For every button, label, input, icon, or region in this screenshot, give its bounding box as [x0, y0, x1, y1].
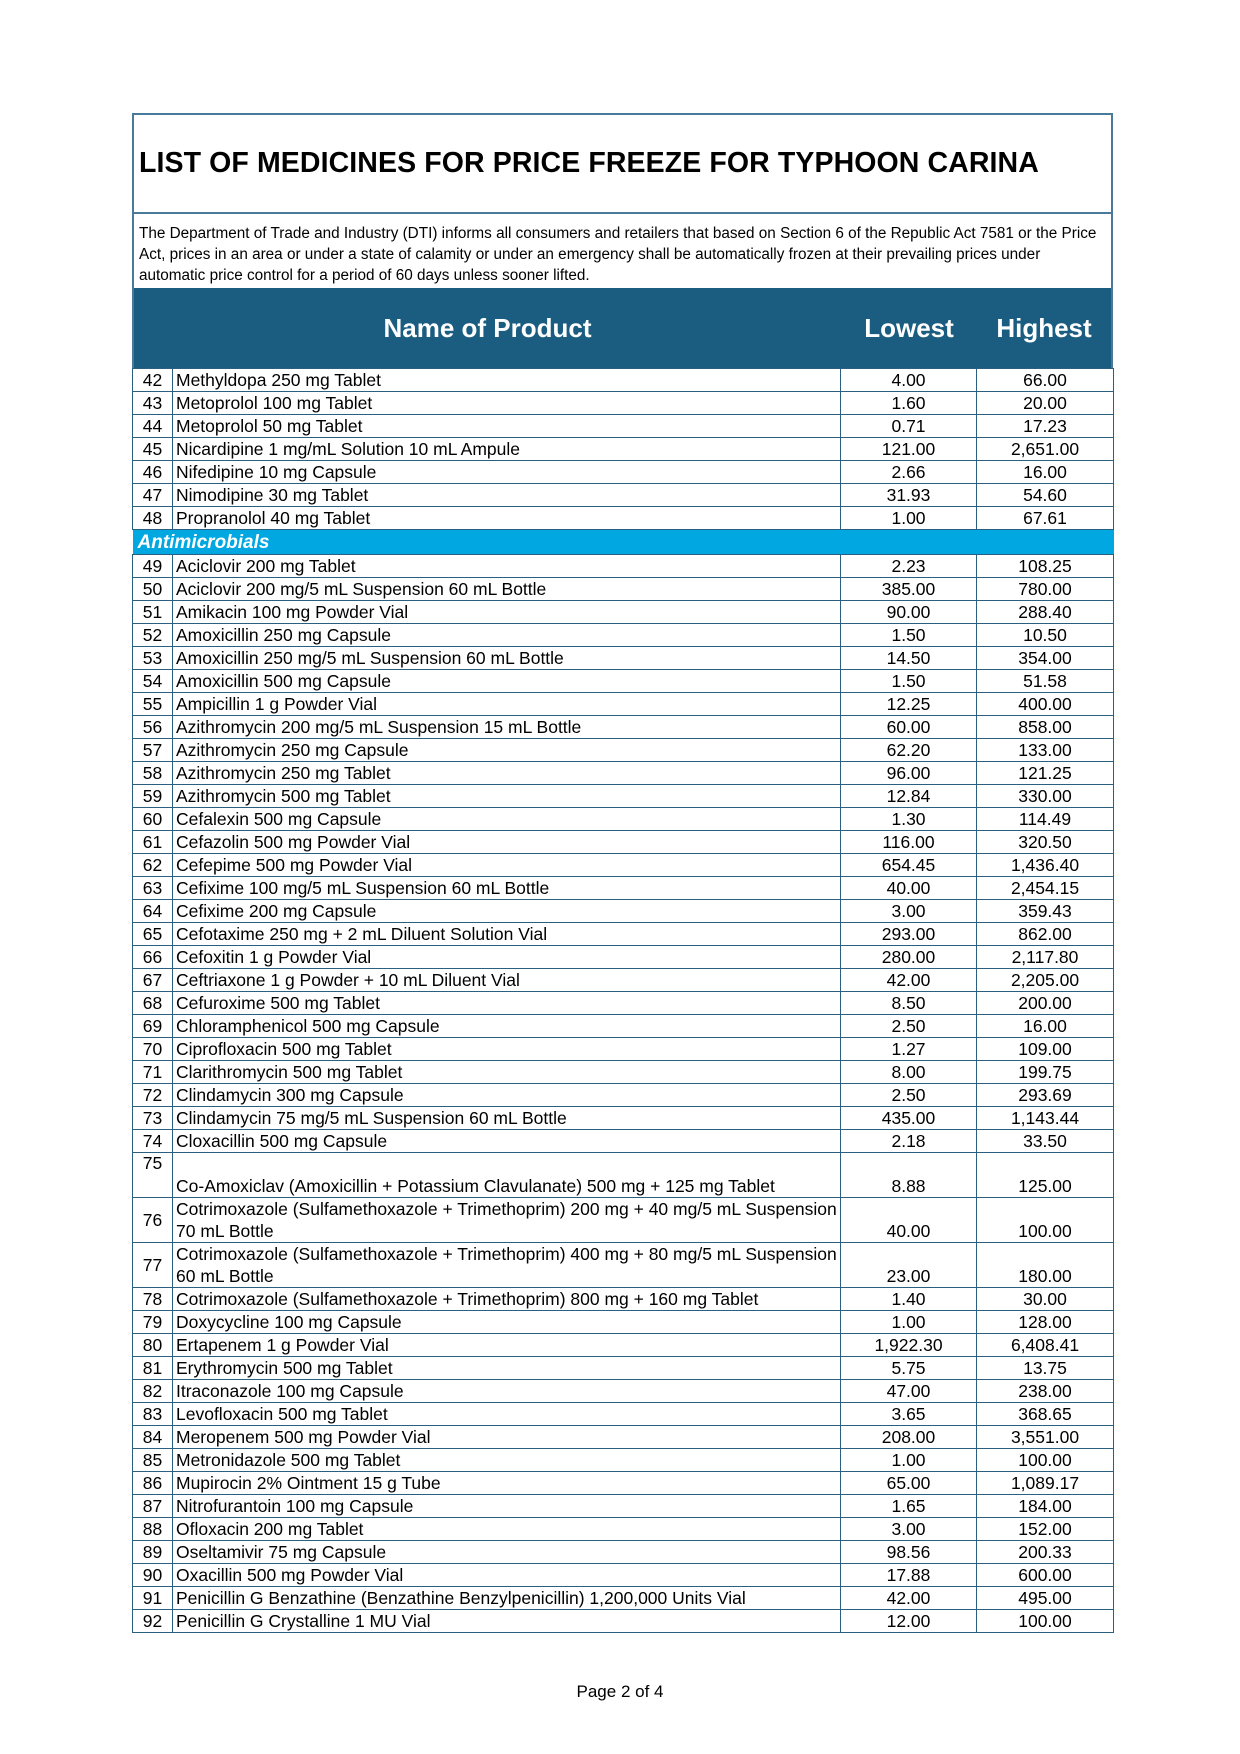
lowest-price: 2.66 [841, 461, 977, 484]
table-row [133, 693, 1114, 716]
document-title: LIST OF MEDICINES FOR PRICE FREEZE FOR TYPHOON CARINA [139, 147, 1039, 179]
table-row [133, 808, 1114, 831]
lowest-price: 280.00 [841, 946, 977, 969]
table-row [133, 415, 1114, 438]
product-name: Mupirocin 2% Ointment 15 g Tube [173, 1472, 841, 1495]
product-name: Cotrimoxazole (Sulfamethoxazole + Trimethoprim) 400 mg + 80 mg/5 mL Suspension 60 mL Bottle [173, 1243, 841, 1288]
highest-price: 33.50 [977, 1130, 1114, 1153]
product-name: Nifedipine 10 mg Capsule [173, 461, 841, 484]
lowest-price: 1.50 [841, 670, 977, 693]
row-number: 68 [133, 992, 173, 1015]
table-row [133, 461, 1114, 484]
product-name: Cefixime 200 mg Capsule [173, 900, 841, 923]
table-row [133, 1015, 1114, 1038]
highest-price: 30.00 [977, 1288, 1114, 1311]
highest-price: 100.00 [977, 1198, 1114, 1243]
highest-price: 10.50 [977, 624, 1114, 647]
highest-price: 2,651.00 [977, 438, 1114, 461]
row-number: 57 [133, 739, 173, 762]
row-number: 76 [133, 1198, 173, 1243]
lowest-price: 1.27 [841, 1038, 977, 1061]
lowest-price: 385.00 [841, 578, 977, 601]
highest-price: 128.00 [977, 1311, 1114, 1334]
intro-paragraph: The Department of Trade and Industry (DTI) informs all consumers and retailers that based on Section 6 of the Republic Act 7581 or the Price Act, prices in an area or under a state of calamity or under an emergency shall be automatically frozen at their prevailing prices under automatic price control for a period of 60 days unless sooner lifted. [139, 225, 1097, 284]
highest-price: 400.00 [977, 693, 1114, 716]
highest-price: 133.00 [977, 739, 1114, 762]
lowest-price: 42.00 [841, 1587, 977, 1610]
table-row [133, 1518, 1114, 1541]
table-row [133, 1587, 1114, 1610]
highest-price: 121.25 [977, 762, 1114, 785]
product-name: Ofloxacin 200 mg Tablet [173, 1518, 841, 1541]
lowest-price: 14.50 [841, 647, 977, 670]
table-row [133, 1038, 1114, 1061]
product-name: Clindamycin 75 mg/5 mL Suspension 60 mL Bottle [173, 1107, 841, 1130]
highest-price: 67.61 [977, 507, 1114, 530]
product-name: Amoxicillin 250 mg Capsule [173, 624, 841, 647]
highest-price: 862.00 [977, 923, 1114, 946]
lowest-price: 3.65 [841, 1403, 977, 1426]
row-number: 75 [133, 1153, 173, 1198]
table-row [133, 1153, 1114, 1198]
lowest-price: 435.00 [841, 1107, 977, 1130]
product-name: Cefoxitin 1 g Powder Vial [173, 946, 841, 969]
row-number: 67 [133, 969, 173, 992]
lowest-price: 40.00 [841, 1198, 977, 1243]
table-row [133, 670, 1114, 693]
highest-price: 109.00 [977, 1038, 1114, 1061]
table-row [133, 716, 1114, 739]
highest-price: 16.00 [977, 461, 1114, 484]
lowest-price: 1.50 [841, 624, 977, 647]
highest-price: 1,143.44 [977, 1107, 1114, 1130]
highest-price: 184.00 [977, 1495, 1114, 1518]
row-number: 88 [133, 1518, 173, 1541]
row-number: 73 [133, 1107, 173, 1130]
lowest-price: 1.00 [841, 1311, 977, 1334]
lowest-price: 1.00 [841, 507, 977, 530]
highest-price: 2,205.00 [977, 969, 1114, 992]
table-row [133, 369, 1114, 392]
highest-price: 180.00 [977, 1243, 1114, 1288]
table-row [133, 1198, 1114, 1243]
highest-price: 320.50 [977, 831, 1114, 854]
row-number: 85 [133, 1449, 173, 1472]
highest-price: 199.75 [977, 1061, 1114, 1084]
product-name: Cefixime 100 mg/5 mL Suspension 60 mL Bottle [173, 877, 841, 900]
lowest-price: 8.50 [841, 992, 977, 1015]
highest-price: 330.00 [977, 785, 1114, 808]
product-name: Methyldopa 250 mg Tablet [173, 369, 841, 392]
table-row [133, 1357, 1114, 1380]
row-number: 84 [133, 1426, 173, 1449]
product-name: Amoxicillin 500 mg Capsule [173, 670, 841, 693]
title-box [134, 115, 1111, 214]
highest-price: 1,436.40 [977, 854, 1114, 877]
highest-price: 2,454.15 [977, 877, 1114, 900]
row-number: 83 [133, 1403, 173, 1426]
price-table [132, 368, 1114, 1633]
lowest-price: 98.56 [841, 1541, 977, 1564]
highest-price: 66.00 [977, 369, 1114, 392]
row-number: 92 [133, 1610, 173, 1633]
highest-price: 100.00 [977, 1449, 1114, 1472]
product-name: Cloxacillin 500 mg Capsule [173, 1130, 841, 1153]
table-row [133, 900, 1114, 923]
column-header-name: Name of Product [383, 312, 592, 343]
row-number: 61 [133, 831, 173, 854]
lowest-price: 17.88 [841, 1564, 977, 1587]
row-number: 91 [133, 1587, 173, 1610]
highest-price: 51.58 [977, 670, 1114, 693]
row-number: 72 [133, 1084, 173, 1107]
lowest-price: 31.93 [841, 484, 977, 507]
row-number: 90 [133, 1564, 173, 1587]
highest-price: 1,089.17 [977, 1472, 1114, 1495]
row-number: 77 [133, 1243, 173, 1288]
product-name: Cefazolin 500 mg Powder Vial [173, 831, 841, 854]
highest-price: 495.00 [977, 1587, 1114, 1610]
row-number: 74 [133, 1130, 173, 1153]
table-row [133, 762, 1114, 785]
product-name: Azithromycin 200 mg/5 mL Suspension 15 mL Bottle [173, 716, 841, 739]
table-row [133, 1610, 1114, 1633]
lowest-price: 62.20 [841, 739, 977, 762]
product-name: Aciclovir 200 mg/5 mL Suspension 60 mL Bottle [173, 578, 841, 601]
table-row [133, 831, 1114, 854]
lowest-price: 293.00 [841, 923, 977, 946]
product-name: Levofloxacin 500 mg Tablet [173, 1403, 841, 1426]
highest-price: 359.43 [977, 900, 1114, 923]
table-row [133, 1243, 1114, 1288]
table-row [133, 1449, 1114, 1472]
table-row [133, 1403, 1114, 1426]
highest-price: 17.23 [977, 415, 1114, 438]
highest-price: 54.60 [977, 484, 1114, 507]
product-name: Erythromycin 500 mg Tablet [173, 1357, 841, 1380]
table-header [134, 288, 1111, 368]
row-number: 63 [133, 877, 173, 900]
table-row [133, 1564, 1114, 1587]
row-number: 52 [133, 624, 173, 647]
product-name: Azithromycin 500 mg Tablet [173, 785, 841, 808]
category-row [133, 530, 1114, 555]
row-number: 44 [133, 415, 173, 438]
highest-price: 600.00 [977, 1564, 1114, 1587]
lowest-price: 12.84 [841, 785, 977, 808]
row-number: 46 [133, 461, 173, 484]
product-name: Cefuroxime 500 mg Tablet [173, 992, 841, 1015]
product-name: Ampicillin 1 g Powder Vial [173, 693, 841, 716]
table-row [133, 785, 1114, 808]
lowest-price: 47.00 [841, 1380, 977, 1403]
highest-price: 780.00 [977, 578, 1114, 601]
table-row [133, 1380, 1114, 1403]
row-number: 49 [133, 555, 173, 578]
product-name: Aciclovir 200 mg Tablet [173, 555, 841, 578]
product-name: Chloramphenicol 500 mg Capsule [173, 1015, 841, 1038]
column-header-highest: Highest [996, 312, 1092, 343]
lowest-price: 654.45 [841, 854, 977, 877]
price-table-body [133, 369, 1114, 1633]
table-row [133, 1311, 1114, 1334]
row-number: 50 [133, 578, 173, 601]
row-number: 66 [133, 946, 173, 969]
product-name: Cefalexin 500 mg Capsule [173, 808, 841, 831]
product-name: Propranolol 40 mg Tablet [173, 507, 841, 530]
highest-price: 200.00 [977, 992, 1114, 1015]
product-name: Metronidazole 500 mg Tablet [173, 1449, 841, 1472]
lowest-price: 90.00 [841, 601, 977, 624]
table-row [133, 1495, 1114, 1518]
row-number: 78 [133, 1288, 173, 1311]
row-number: 53 [133, 647, 173, 670]
lowest-price: 3.00 [841, 900, 977, 923]
lowest-price: 60.00 [841, 716, 977, 739]
lowest-price: 1,922.30 [841, 1334, 977, 1357]
lowest-price: 65.00 [841, 1472, 977, 1495]
lowest-price: 116.00 [841, 831, 977, 854]
table-row [133, 647, 1114, 670]
lowest-price: 8.00 [841, 1061, 977, 1084]
product-name: Ciprofloxacin 500 mg Tablet [173, 1038, 841, 1061]
table-row [133, 854, 1114, 877]
product-name: Doxycycline 100 mg Capsule [173, 1311, 841, 1334]
highest-price: 200.33 [977, 1541, 1114, 1564]
table-row [133, 739, 1114, 762]
product-name: Azithromycin 250 mg Capsule [173, 739, 841, 762]
row-number: 71 [133, 1061, 173, 1084]
row-number: 47 [133, 484, 173, 507]
table-row [133, 1107, 1114, 1130]
table-row [133, 992, 1114, 1015]
lowest-price: 4.00 [841, 369, 977, 392]
product-name: Meropenem 500 mg Powder Vial [173, 1426, 841, 1449]
highest-price: 152.00 [977, 1518, 1114, 1541]
row-number: 56 [133, 716, 173, 739]
product-name: Metoprolol 100 mg Tablet [173, 392, 841, 415]
table-row [133, 624, 1114, 647]
column-header-lowest: Lowest [864, 312, 954, 343]
row-number: 65 [133, 923, 173, 946]
product-name: Clarithromycin 500 mg Tablet [173, 1061, 841, 1084]
row-number: 48 [133, 507, 173, 530]
row-number: 62 [133, 854, 173, 877]
table-row [133, 1084, 1114, 1107]
highest-price: 354.00 [977, 647, 1114, 670]
table-row [133, 1541, 1114, 1564]
product-name: Co-Amoxiclav (Amoxicillin + Potassium Clavulanate) 500 mg + 125 mg Tablet [173, 1153, 841, 1198]
highest-price: 114.49 [977, 808, 1114, 831]
table-row [133, 438, 1114, 461]
table-row [133, 578, 1114, 601]
highest-price: 3,551.00 [977, 1426, 1114, 1449]
document-frame [132, 113, 1113, 368]
table-row [133, 484, 1114, 507]
product-name: Penicillin G Benzathine (Benzathine Benzylpenicillin) 1,200,000 Units Vial [173, 1587, 841, 1610]
row-number: 59 [133, 785, 173, 808]
table-row [133, 1061, 1114, 1084]
highest-price: 858.00 [977, 716, 1114, 739]
product-name: Ceftriaxone 1 g Powder + 10 mL Diluent Vial [173, 969, 841, 992]
table-row [133, 969, 1114, 992]
row-number: 58 [133, 762, 173, 785]
row-number: 64 [133, 900, 173, 923]
product-name: Cotrimoxazole (Sulfamethoxazole + Trimethoprim) 800 mg + 160 mg Tablet [173, 1288, 841, 1311]
product-name: Clindamycin 300 mg Capsule [173, 1084, 841, 1107]
highest-price: 100.00 [977, 1610, 1114, 1633]
lowest-price: 0.71 [841, 415, 977, 438]
table-row [133, 555, 1114, 578]
product-name: Nitrofurantoin 100 mg Capsule [173, 1495, 841, 1518]
highest-price: 238.00 [977, 1380, 1114, 1403]
product-name: Amoxicillin 250 mg/5 mL Suspension 60 mL Bottle [173, 647, 841, 670]
table-row [133, 1130, 1114, 1153]
product-name: Amikacin 100 mg Powder Vial [173, 601, 841, 624]
lowest-price: 1.00 [841, 1449, 977, 1472]
category-label: Antimicrobials [133, 530, 1114, 555]
lowest-price: 8.88 [841, 1153, 977, 1198]
lowest-price: 2.50 [841, 1015, 977, 1038]
lowest-price: 5.75 [841, 1357, 977, 1380]
row-number: 45 [133, 438, 173, 461]
lowest-price: 96.00 [841, 762, 977, 785]
product-name: Azithromycin 250 mg Tablet [173, 762, 841, 785]
row-number: 87 [133, 1495, 173, 1518]
highest-price: 13.75 [977, 1357, 1114, 1380]
table-row [133, 1472, 1114, 1495]
table-row [133, 1288, 1114, 1311]
row-number: 69 [133, 1015, 173, 1038]
lowest-price: 12.25 [841, 693, 977, 716]
row-number: 54 [133, 670, 173, 693]
table-row [133, 392, 1114, 415]
page-number: Page 2 of 4 [576, 1682, 664, 1701]
row-number: 81 [133, 1357, 173, 1380]
table-row [133, 877, 1114, 900]
product-name: Cotrimoxazole (Sulfamethoxazole + Trimethoprim) 200 mg + 40 mg/5 mL Suspension 70 mL Bottle [173, 1198, 841, 1243]
lowest-price: 12.00 [841, 1610, 977, 1633]
highest-price: 125.00 [977, 1153, 1114, 1198]
highest-price: 108.25 [977, 555, 1114, 578]
document-page [132, 113, 1113, 1633]
row-number: 86 [133, 1472, 173, 1495]
highest-price: 20.00 [977, 392, 1114, 415]
table-row [133, 1426, 1114, 1449]
row-number: 80 [133, 1334, 173, 1357]
highest-price: 288.40 [977, 601, 1114, 624]
lowest-price: 2.23 [841, 555, 977, 578]
row-number: 51 [133, 601, 173, 624]
product-name: Penicillin G Crystalline 1 MU Vial [173, 1610, 841, 1633]
lowest-price: 42.00 [841, 969, 977, 992]
row-number: 60 [133, 808, 173, 831]
lowest-price: 3.00 [841, 1518, 977, 1541]
table-row [133, 923, 1114, 946]
row-number: 89 [133, 1541, 173, 1564]
product-name: Cefotaxime 250 mg + 2 mL Diluent Solution Vial [173, 923, 841, 946]
highest-price: 16.00 [977, 1015, 1114, 1038]
table-row [133, 1334, 1114, 1357]
row-number: 42 [133, 369, 173, 392]
lowest-price: 1.65 [841, 1495, 977, 1518]
row-number: 55 [133, 693, 173, 716]
lowest-price: 1.30 [841, 808, 977, 831]
row-number: 70 [133, 1038, 173, 1061]
product-name: Oseltamivir 75 mg Capsule [173, 1541, 841, 1564]
highest-price: 368.65 [977, 1403, 1114, 1426]
product-name: Metoprolol 50 mg Tablet [173, 415, 841, 438]
row-number: 82 [133, 1380, 173, 1403]
lowest-price: 121.00 [841, 438, 977, 461]
table-row [133, 507, 1114, 530]
highest-price: 2,117.80 [977, 946, 1114, 969]
product-name: Cefepime 500 mg Powder Vial [173, 854, 841, 877]
product-name: Nimodipine 30 mg Tablet [173, 484, 841, 507]
product-name: Ertapenem 1 g Powder Vial [173, 1334, 841, 1357]
product-name: Oxacillin 500 mg Powder Vial [173, 1564, 841, 1587]
lowest-price: 23.00 [841, 1243, 977, 1288]
lowest-price: 1.60 [841, 392, 977, 415]
lowest-price: 208.00 [841, 1426, 977, 1449]
row-number: 79 [133, 1311, 173, 1334]
product-name: Nicardipine 1 mg/mL Solution 10 mL Ampule [173, 438, 841, 461]
lowest-price: 2.18 [841, 1130, 977, 1153]
lowest-price: 2.50 [841, 1084, 977, 1107]
table-row [133, 946, 1114, 969]
lowest-price: 40.00 [841, 877, 977, 900]
lowest-price: 1.40 [841, 1288, 977, 1311]
highest-price: 6,408.41 [977, 1334, 1114, 1357]
table-row [133, 601, 1114, 624]
product-name: Itraconazole 100 mg Capsule [173, 1380, 841, 1403]
row-number: 43 [133, 392, 173, 415]
highest-price: 293.69 [977, 1084, 1114, 1107]
